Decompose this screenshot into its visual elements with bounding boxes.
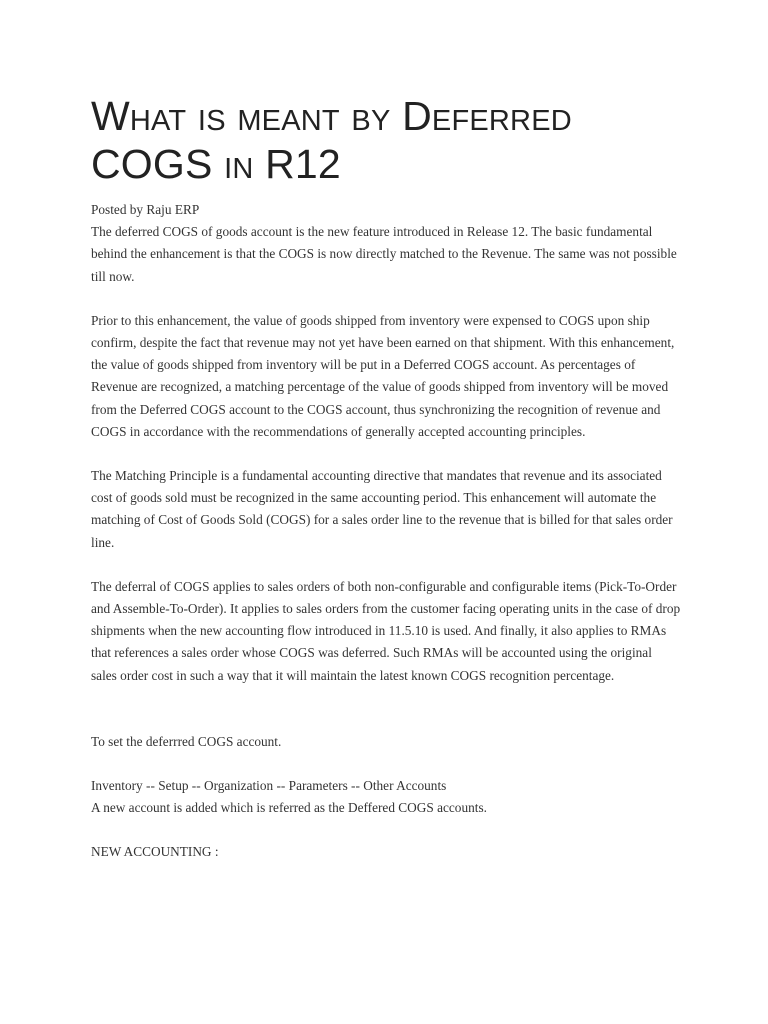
navigation-note: A new account is added which is referred as the Deffered COGS accounts. [91,800,487,816]
article-title: What is meant by Deferred COGS in R12 [91,93,572,187]
article-body [91,199,681,864]
navigation-path: Inventory -- Setup -- Organization -- Parameters -- Other Accounts [91,778,447,794]
paragraph-deferral-scope: The deferral of COGS applies to sales orders of both non-configurable and configurable items (Pick-To-Order and Assemble-To-Order). It applies to sales orders from the customer facing operating units in the case of drop shipments when the new accounting flow introduced in 11.5.10 is used. And finally, it also applies to RMAs that references a sales order whose COGS was deferred. Such RMAs will be accounted using the original sales order cost in such a way that it will maintain the latest known COGS recognition percentage. [91,578,681,683]
paragraph-matching-principle: The Matching Principle is a fundamental accounting directive that mandates that revenue and its associated cost of goods sold must be recognized in the same accounting period. This enhancement will automate the matching of Cost of Goods Sold (COGS) for a sales order line to the revenue that is billed for that sales order line. [91,468,673,550]
paragraph-prior-enhancement: Prior to this enhancement, the value of goods shipped from inventory were expensed to COGS upon ship confirm, despite the fact that revenue may not yet have been earned on that shipment. With this enhancement, the value of goods shipped from inventory will be put in a Deferred COGS account. As percentages of Revenue are recognized, a matching percentage of the value of goods shipped from inventory will be moved from the Deferred COGS account to the COGS account, thus synchronizing the recognition of revenue and COGS in accordance with the recommendations of generally accepted accounting principles. [91,312,675,439]
article [91,92,681,864]
section-heading: NEW ACCOUNTING : [91,844,219,860]
article-byline: Posted by Raju ERP [91,202,200,217]
paragraph-intro: The deferred COGS of goods account is the new feature introduced in Release 12. The basic fundamental behind the enhancement is that the COGS is now directly matched to the Revenue. The same was not possible till now. [91,224,677,284]
setup-intro: To set the deferrred COGS account. [91,733,282,749]
